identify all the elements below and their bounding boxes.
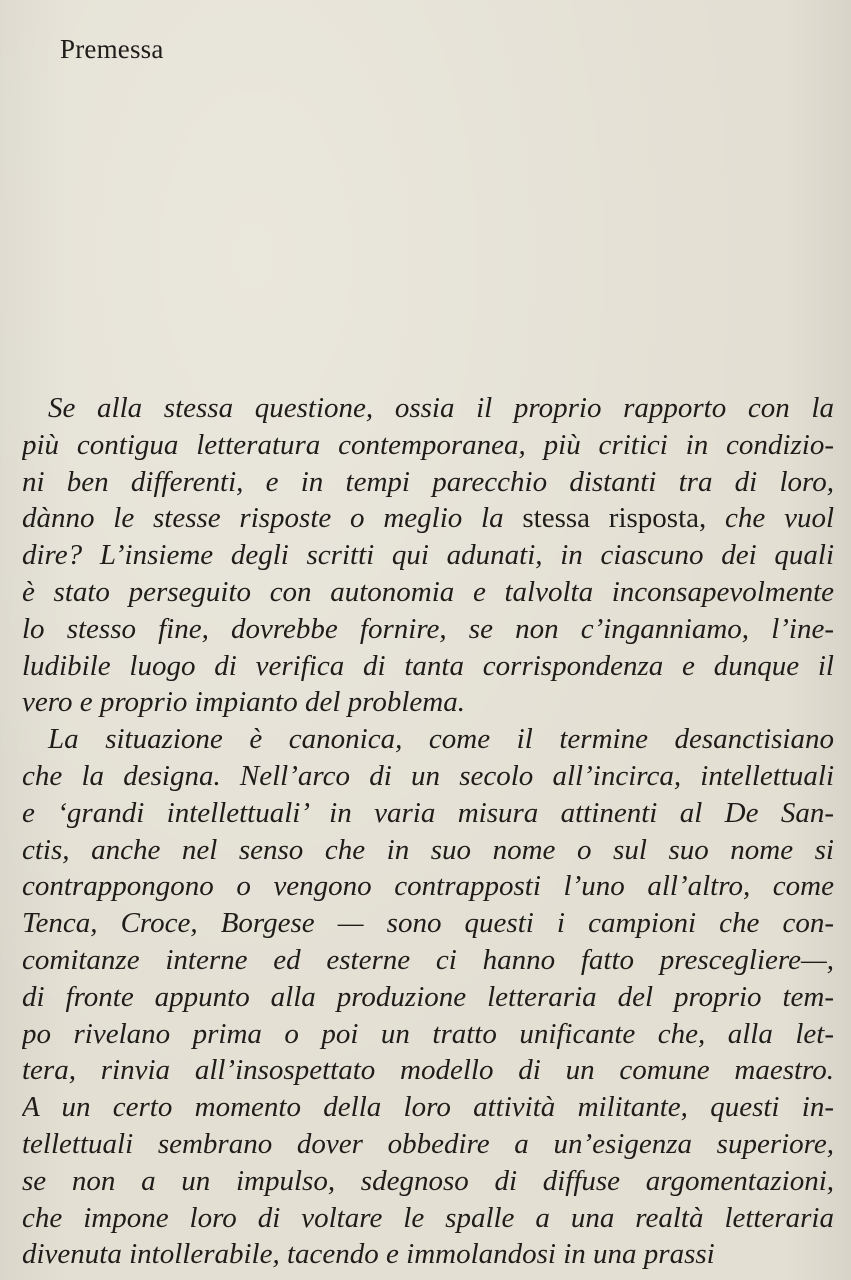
text-line bbox=[22, 979, 834, 1016]
text-segment: ni ben differenti, e in tempi parecchio distanti tra di loro, bbox=[22, 465, 834, 498]
paragraph-2 bbox=[22, 721, 834, 1273]
text-line bbox=[22, 390, 834, 427]
text-segment: A un certo momento della loro attività militante, questi in- bbox=[22, 1091, 834, 1124]
text-segment: tera, rinvia all’insospettato modello di un comune maestro. bbox=[22, 1054, 834, 1087]
text-line bbox=[22, 905, 834, 942]
text-segment: che vuol bbox=[706, 502, 834, 535]
text-segment: dire? L’insieme degli scritti qui adunati, in ciascuno dei quali bbox=[22, 539, 834, 572]
text-segment: lo stesso fine, dovrebbe fornire, se non c’inganniamo, l’ine- bbox=[22, 612, 834, 645]
text-segment: Se alla stessa questione, ossia il proprio rapporto con la bbox=[48, 392, 834, 424]
text-segment: comitanze interne ed esterne ci hanno fatto prescegliere—, bbox=[22, 943, 834, 976]
text-segment: divenuta intollerabile, tacendo e immolandosi in una prassi bbox=[22, 1238, 715, 1271]
text-line bbox=[22, 1052, 834, 1089]
text-segment: che la designa. Nell’arco di un secolo all’incirca, intellettuali bbox=[22, 759, 834, 792]
text-segment: di fronte appunto alla produzione letteraria del proprio tem- bbox=[22, 980, 834, 1013]
text-line bbox=[22, 758, 834, 795]
text-segment: e ‘grandi intellettuali’ in varia misura attinenti al De San- bbox=[22, 796, 834, 829]
text-line bbox=[22, 1089, 834, 1126]
text-segment: ludibile luogo di verifica di tanta corrispondenza e dunque il bbox=[22, 649, 834, 682]
text-line bbox=[22, 427, 834, 464]
text-segment: po rivelano prima o poi un tratto unificante che, alla let- bbox=[22, 1017, 834, 1050]
text-line bbox=[22, 611, 834, 648]
text-line bbox=[22, 500, 834, 537]
text-segment: dànno le stesse risposte o meglio la bbox=[22, 502, 523, 535]
text-line bbox=[22, 795, 834, 832]
text-line bbox=[22, 537, 834, 574]
text-segment: se non a un impulso, sdegnoso di diffuse argomentazioni, bbox=[22, 1164, 834, 1197]
text-segment: ctis, anche nel senso che in suo nome o sul suo nome si bbox=[22, 833, 834, 866]
text-line bbox=[22, 868, 834, 905]
page-heading: Premessa bbox=[60, 34, 164, 64]
text-line bbox=[22, 464, 834, 501]
text-segment: è stato perseguito con autonomia e talvolta inconsapevolmente bbox=[22, 575, 834, 608]
text-segment: più contigua letteratura contemporanea, più critici in condizio- bbox=[22, 428, 834, 461]
text-line bbox=[22, 1236, 834, 1273]
text-segment: stessa risposta, bbox=[522, 502, 707, 535]
text-segment: che impone loro di voltare le spalle a una realtà letteraria bbox=[22, 1201, 834, 1234]
text-segment: La situazione è canonica, come il termine desanctisiano bbox=[48, 723, 834, 756]
text-line bbox=[22, 1126, 834, 1163]
text-line bbox=[22, 574, 834, 611]
text-segment: vero e proprio impianto del problema. bbox=[22, 686, 466, 719]
paragraph-1 bbox=[22, 390, 834, 721]
text-line bbox=[22, 1200, 834, 1237]
text-line bbox=[22, 832, 834, 869]
text-line bbox=[22, 942, 834, 979]
text-line bbox=[22, 1016, 834, 1053]
text-line bbox=[22, 721, 834, 758]
text-segment: Tenca, Croce, Borgese — sono questi i campioni che con- bbox=[22, 907, 834, 940]
text-line bbox=[22, 1163, 834, 1200]
text-line bbox=[22, 648, 834, 685]
text-segment: contrappongono o vengono contrapposti l’uno all’altro, come bbox=[22, 870, 834, 903]
text-line bbox=[22, 684, 834, 721]
text-segment: tellettuali sembrano dover obbedire a un’esigenza superiore, bbox=[22, 1127, 834, 1160]
body-text bbox=[22, 390, 834, 1273]
